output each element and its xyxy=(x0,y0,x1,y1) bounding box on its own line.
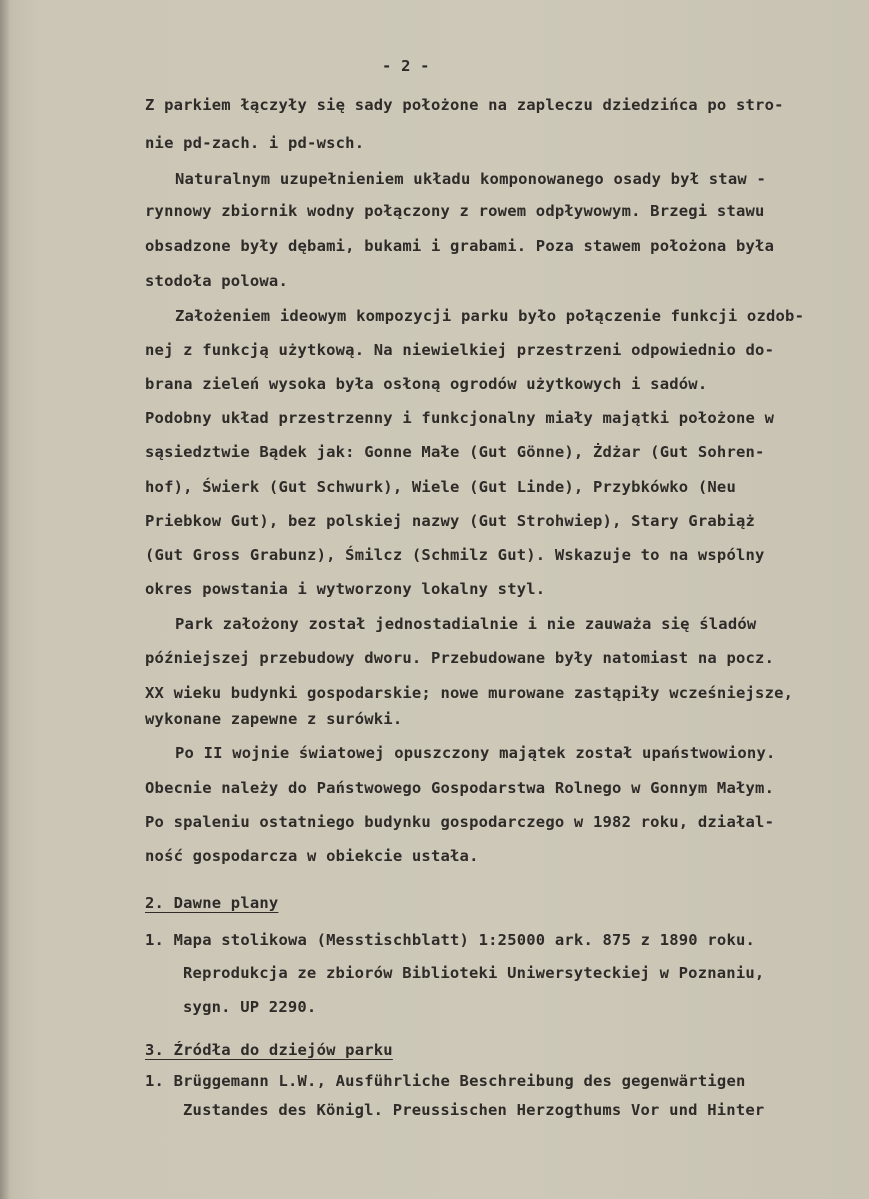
text-line: wykonane zapewne z surówki. xyxy=(145,710,403,728)
list-item-continuation: sygn. UP 2290. xyxy=(183,998,317,1016)
text-line: sąsiedztwie Bądek jak: Gonne Małe (Gut Gönne), Żdżar (Gut Sohren- xyxy=(145,443,765,461)
text-line: Priebkow Gut), bez polskiej nazwy (Gut Strohwiep), Stary Grabiąż xyxy=(145,512,756,530)
text-line: Z parkiem łączyły się sady położone na zapleczu dziedzińca po stro- xyxy=(145,96,784,114)
text-line: Park założony został jednostadialnie i nie zauważa się śladów xyxy=(175,615,757,633)
text-line: stodoła polowa. xyxy=(145,272,288,290)
text-line: hof), Świerk (Gut Schwurk), Wiele (Gut Linde), Przybkówko (Neu xyxy=(145,478,736,496)
text-line: nej z funkcją użytkową. Na niewielkiej przestrzeni odpowiednio do- xyxy=(145,341,775,359)
text-line: Podobny układ przestrzenny i funkcjonalny miały majątki położone w xyxy=(145,409,775,427)
page-edge-shadow xyxy=(0,0,10,1199)
list-item-continuation: Reprodukcja ze zbiorów Biblioteki Uniwersyteckiej w Poznaniu, xyxy=(183,964,765,982)
list-item-continuation: Zustandes des Königl. Preussischen Herzogthums Vor und Hinter xyxy=(183,1101,765,1119)
text-line: ność gospodarcza w obiekcie ustała. xyxy=(145,847,479,865)
section-heading-old-plans: 2. Dawne plany xyxy=(145,894,279,912)
text-line: późniejszej przebudowy dworu. Przebudowane były natomiast na pocz. xyxy=(145,649,775,667)
text-line: nie pd-zach. i pd-wsch. xyxy=(145,134,365,152)
text-line: rynnowy zbiornik wodny połączony z rowem odpływowym. Brzegi stawu xyxy=(145,202,765,220)
text-line: Po spaleniu ostatniego budynku gospodarczego w 1982 roku, działal- xyxy=(145,813,775,831)
text-line: Założeniem ideowym kompozycji parku było połączenie funkcji ozdob- xyxy=(175,307,805,325)
text-line: XX wieku budynki gospodarskie; nowe murowane zastąpiły wcześniejsze, xyxy=(145,684,794,702)
list-item: 1. Brüggemann L.W., Ausführliche Beschreibung des gegenwärtigen xyxy=(145,1072,746,1090)
list-item: 1. Mapa stolikowa (Messtischblatt) 1:25000 ark. 875 z 1890 roku. xyxy=(145,931,756,949)
page-number: - 2 - xyxy=(382,57,430,75)
text-line: obsadzone były dębami, bukami i grabami. Poza stawem położona była xyxy=(145,237,775,255)
section-heading-sources: 3. Źródła do dziejów parku xyxy=(145,1041,393,1059)
text-line: okres powstania i wytworzony lokalny styl. xyxy=(145,580,546,598)
text-line: Po II wojnie światowej opuszczony majątek został upaństwowiony. xyxy=(175,744,776,762)
text-line: brana zieleń wysoka była osłoną ogrodów użytkowych i sadów. xyxy=(145,375,708,393)
text-line: Obecnie należy do Państwowego Gospodarstwa Rolnego w Gonnym Małym. xyxy=(145,779,775,797)
text-line: (Gut Gross Grabunz), Śmilcz (Schmilz Gut). Wskazuje to na wspólny xyxy=(145,546,765,564)
text-line: Naturalnym uzupełnieniem układu komponowanego osady był staw - xyxy=(175,170,766,188)
